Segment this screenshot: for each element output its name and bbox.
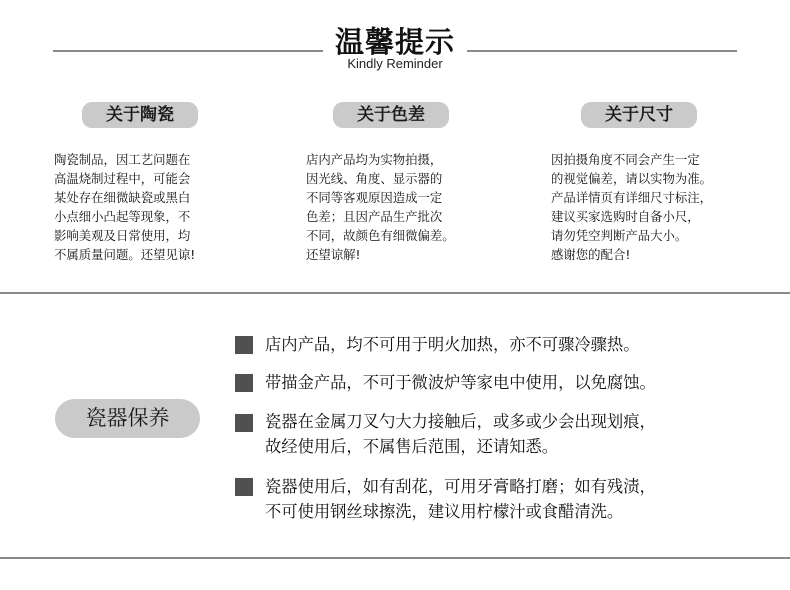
text-line: 高温烧制过程中，可能会 bbox=[54, 171, 191, 186]
bullet-square-icon bbox=[235, 374, 253, 392]
section-text-color bbox=[306, 150, 455, 264]
text-line: 某处存在细微缺瓷或黑白 bbox=[54, 190, 191, 205]
text-line: 店内产品均为实物拍摄， bbox=[306, 152, 443, 167]
care-item-4 bbox=[265, 474, 656, 524]
care-item-1 bbox=[265, 332, 639, 357]
text-line: 的视觉偏差，请以实物为准。 bbox=[551, 171, 713, 186]
text-line: 因光线、角度、显示器的 bbox=[306, 171, 443, 186]
bullet-square-icon bbox=[235, 414, 253, 432]
section-divider-top bbox=[0, 292, 790, 294]
text-line: 不可使用钢丝球擦洗，建议用柠檬汁或食醋清洗。 bbox=[265, 502, 624, 521]
text-line: 不属质量问题。还望见谅! bbox=[54, 247, 196, 262]
text-line: 带描金产品，不可于微波炉等家电中使用，以免腐蚀。 bbox=[265, 373, 656, 392]
care-label: 瓷器保养 bbox=[55, 399, 200, 438]
section-text-ceramics bbox=[54, 150, 195, 264]
text-line: 影响美观及日常使用，均 bbox=[54, 228, 191, 243]
text-line: 请勿凭空判断产品大小。 bbox=[551, 228, 688, 243]
text-line: 店内产品，均不可用于明火加热，亦不可骤冷骤热。 bbox=[265, 335, 640, 354]
text-line: 建议买家选购时自备小尺， bbox=[551, 209, 700, 224]
bullet-square-icon bbox=[235, 478, 253, 496]
section-label-ceramics: 关于陶瓷 bbox=[82, 102, 198, 128]
text-line: 色差；且因产品生产批次 bbox=[306, 209, 443, 224]
text-line: 小点细小凸起等现象，不 bbox=[54, 209, 191, 224]
text-line: 瓷器在金属刀叉勺大力接触后，或多或少会出现划痕， bbox=[265, 412, 656, 431]
page-title: 温馨提示 bbox=[334, 25, 455, 59]
section-label-color: 关于色差 bbox=[333, 102, 449, 128]
text-line: 瓷器使用后，如有刮花，可用牙膏略打磨；如有残渍， bbox=[265, 477, 656, 496]
bullet-square-icon bbox=[235, 336, 253, 354]
section-text-size bbox=[551, 150, 712, 264]
text-line: 产品详情页有详细尺寸标注， bbox=[551, 190, 713, 205]
care-item-2 bbox=[265, 370, 656, 395]
text-line: 不同，故颜色有细微偏差。 bbox=[306, 228, 455, 243]
care-item-3 bbox=[265, 409, 656, 459]
text-line: 不同等客观原因造成一定 bbox=[306, 190, 443, 205]
text-line: 感谢您的配合! bbox=[551, 247, 631, 262]
text-line: 故经使用后，不属售后范围，还请知悉。 bbox=[265, 437, 559, 456]
text-line: 陶瓷制品，因工艺问题在 bbox=[54, 152, 191, 167]
section-divider-bottom bbox=[0, 557, 790, 559]
text-line: 还望谅解! bbox=[306, 247, 361, 262]
section-label-size: 关于尺寸 bbox=[581, 102, 697, 128]
text-line: 因拍摄角度不同会产生一定 bbox=[551, 152, 700, 167]
page-subtitle: Kindly Reminder bbox=[347, 56, 443, 71]
